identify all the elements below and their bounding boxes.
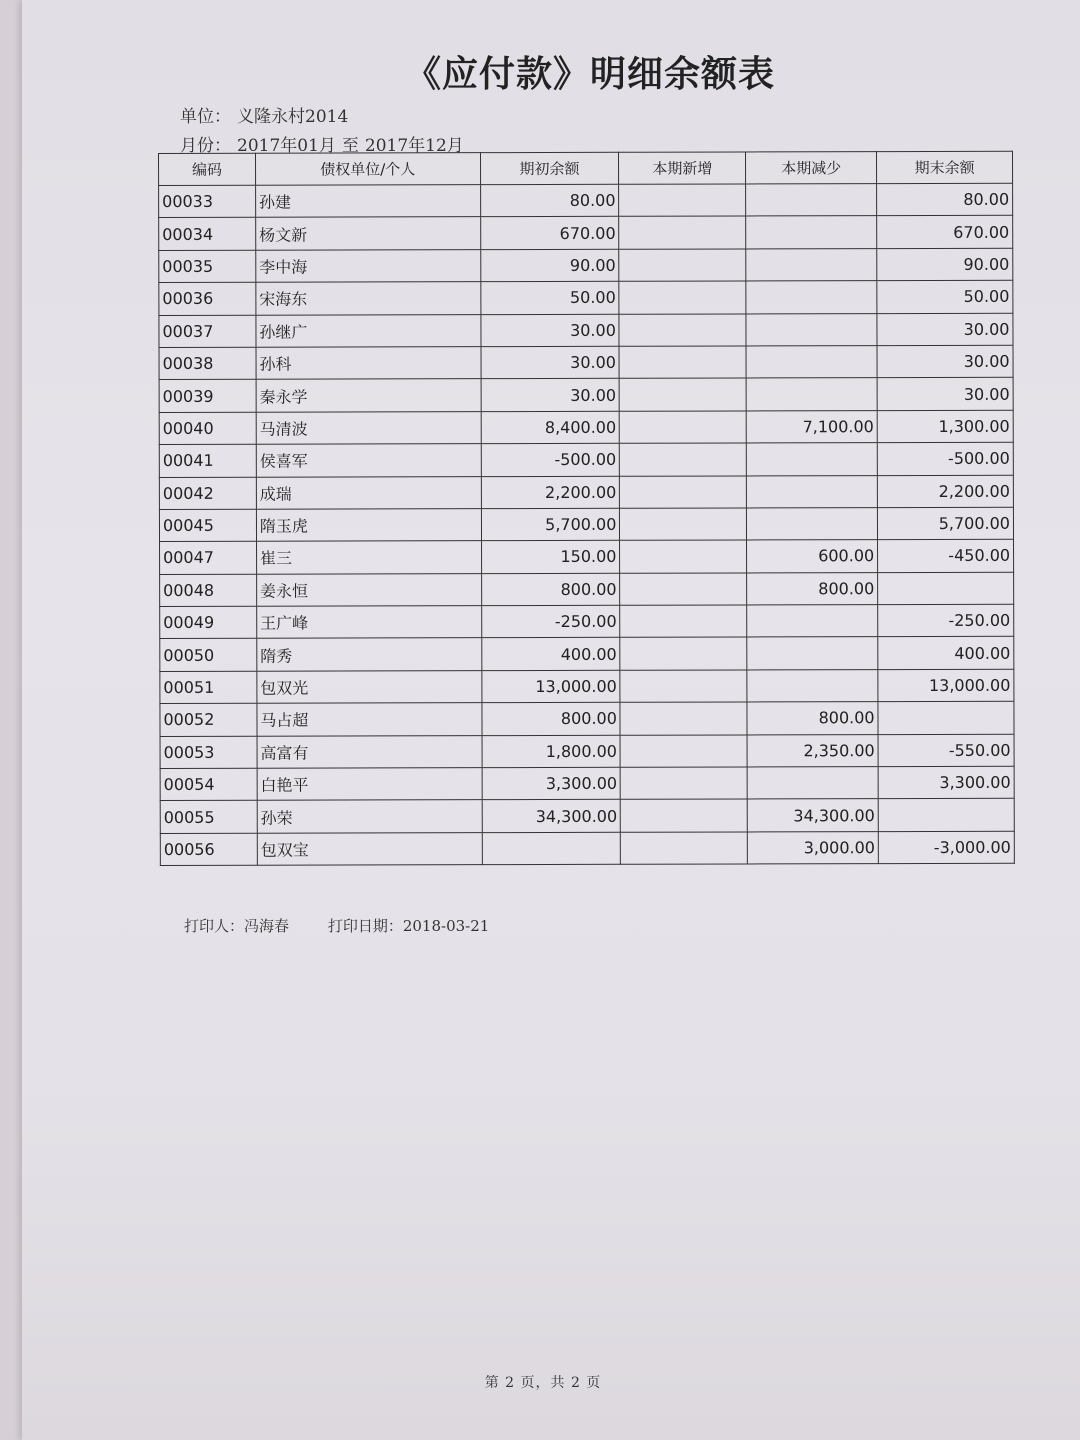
cell-opening: 80.00 bbox=[480, 184, 619, 217]
cell-closing bbox=[878, 702, 1014, 735]
cell-increase bbox=[620, 605, 747, 638]
printer-name: 冯海春 bbox=[244, 917, 290, 935]
cell-name: 王广峰 bbox=[257, 606, 482, 639]
table-body bbox=[159, 183, 1015, 865]
cell-opening: 150.00 bbox=[481, 541, 620, 574]
cell-code: 00054 bbox=[160, 768, 257, 801]
cell-closing: -250.00 bbox=[878, 604, 1014, 637]
cell-increase bbox=[619, 249, 746, 282]
cell-code: 00056 bbox=[160, 833, 257, 866]
table-row bbox=[159, 313, 1013, 348]
cell-closing: 90.00 bbox=[877, 248, 1013, 281]
print-date-label: 打印日期： bbox=[327, 917, 403, 935]
cell-decrease bbox=[746, 216, 877, 249]
cell-code: 00050 bbox=[160, 639, 257, 672]
cell-increase bbox=[620, 573, 747, 606]
cell-decrease bbox=[746, 313, 877, 346]
cell-decrease bbox=[746, 248, 877, 281]
cell-opening: 30.00 bbox=[480, 314, 619, 347]
cell-code: 00049 bbox=[160, 606, 257, 639]
header-code: 编码 bbox=[159, 153, 256, 185]
cell-decrease: 3,000.00 bbox=[748, 831, 879, 864]
cell-name: 孙荣 bbox=[257, 800, 482, 833]
cell-closing: 670.00 bbox=[877, 216, 1013, 249]
cell-code: 00035 bbox=[159, 250, 256, 283]
cell-code: 00034 bbox=[159, 218, 256, 251]
cell-name: 崔三 bbox=[256, 541, 481, 574]
table-row bbox=[159, 345, 1013, 380]
cell-decrease bbox=[747, 605, 878, 638]
cell-increase bbox=[619, 281, 746, 314]
cell-decrease: 600.00 bbox=[747, 540, 878, 573]
cell-increase bbox=[619, 216, 746, 249]
cell-opening: 800.00 bbox=[481, 703, 620, 736]
page-number: 第 2 页，共 2 页 bbox=[484, 1375, 602, 1391]
cell-code: 00036 bbox=[159, 282, 256, 315]
cell-increase bbox=[621, 832, 748, 865]
print-date: 2018-03-21 bbox=[402, 917, 490, 935]
header-closing: 期末余额 bbox=[877, 151, 1013, 183]
cell-decrease: 800.00 bbox=[747, 572, 878, 605]
cell-increase bbox=[619, 314, 746, 347]
cell-decrease: 800.00 bbox=[747, 702, 878, 735]
cell-closing: 80.00 bbox=[877, 183, 1013, 216]
cell-code: 00041 bbox=[159, 444, 256, 477]
cell-name: 秦永学 bbox=[256, 379, 481, 412]
table-row bbox=[159, 216, 1013, 251]
cell-name: 孙建 bbox=[255, 185, 480, 218]
table-row bbox=[160, 734, 1014, 769]
cell-opening: 800.00 bbox=[481, 573, 620, 606]
cell-increase bbox=[620, 637, 747, 670]
cell-name: 侯喜军 bbox=[256, 444, 481, 477]
cell-opening: 8,400.00 bbox=[481, 411, 620, 444]
table-row bbox=[160, 540, 1014, 575]
table-row bbox=[159, 378, 1013, 413]
cell-name: 马占超 bbox=[257, 703, 482, 736]
period-label: 月份： bbox=[180, 136, 231, 156]
cell-increase bbox=[620, 735, 747, 768]
table-row bbox=[160, 572, 1014, 607]
cell-closing bbox=[878, 799, 1014, 832]
table-row bbox=[159, 280, 1013, 315]
cell-name: 孙继广 bbox=[256, 314, 481, 347]
cell-closing: 400.00 bbox=[878, 637, 1014, 670]
cell-closing: 1,300.00 bbox=[877, 410, 1013, 443]
cell-decrease bbox=[746, 378, 877, 411]
cell-code: 00042 bbox=[159, 477, 256, 510]
cell-closing: -450.00 bbox=[878, 540, 1014, 573]
table-row bbox=[159, 442, 1013, 477]
cell-decrease bbox=[747, 475, 878, 508]
cell-increase bbox=[620, 702, 747, 735]
cell-opening: 2,200.00 bbox=[481, 476, 620, 509]
cell-closing: 3,300.00 bbox=[878, 766, 1014, 799]
cell-closing bbox=[878, 572, 1014, 605]
cell-increase bbox=[619, 378, 746, 411]
cell-decrease bbox=[747, 669, 878, 702]
cell-opening: 3,300.00 bbox=[482, 767, 621, 800]
cell-code: 00033 bbox=[159, 185, 256, 218]
cell-closing: 30.00 bbox=[877, 378, 1013, 411]
period-separator: 至 bbox=[341, 136, 359, 156]
cell-increase bbox=[619, 346, 746, 379]
cell-opening: 5,700.00 bbox=[481, 508, 620, 541]
cell-closing: 30.00 bbox=[877, 313, 1013, 346]
cell-decrease bbox=[746, 184, 877, 217]
cell-decrease bbox=[747, 637, 878, 670]
cell-opening: -250.00 bbox=[481, 605, 620, 638]
table-row bbox=[159, 507, 1013, 542]
cell-decrease bbox=[746, 281, 877, 314]
cell-increase bbox=[619, 184, 746, 217]
cell-increase bbox=[620, 475, 747, 508]
cell-name: 杨文新 bbox=[256, 217, 481, 250]
cell-closing: 50.00 bbox=[877, 280, 1013, 313]
table-row bbox=[159, 248, 1013, 283]
table-row bbox=[159, 183, 1013, 218]
cell-opening: 90.00 bbox=[480, 249, 619, 282]
unit-label: 单位： bbox=[180, 107, 231, 127]
cell-name: 隋秀 bbox=[257, 638, 482, 671]
cell-name: 姜永恒 bbox=[256, 573, 481, 606]
period-from: 2017年01月 bbox=[237, 136, 336, 156]
cell-decrease: 7,100.00 bbox=[746, 410, 877, 443]
cell-code: 00040 bbox=[159, 412, 256, 445]
cell-name: 孙科 bbox=[256, 347, 481, 380]
cell-name: 马清波 bbox=[256, 411, 481, 444]
cell-code: 00037 bbox=[159, 315, 256, 348]
cell-name: 李中海 bbox=[256, 249, 481, 282]
cell-name: 包双宝 bbox=[257, 832, 482, 865]
cell-decrease bbox=[746, 346, 877, 379]
unit-value: 义隆永村2014 bbox=[237, 107, 349, 127]
cell-opening: 400.00 bbox=[481, 638, 620, 671]
cell-decrease bbox=[747, 508, 878, 541]
cell-code: 00055 bbox=[160, 801, 257, 834]
cell-increase bbox=[620, 443, 747, 476]
cell-code: 00038 bbox=[159, 347, 256, 380]
cell-name: 白艳平 bbox=[257, 768, 482, 801]
cell-decrease: 2,350.00 bbox=[747, 734, 878, 767]
cell-opening: 50.00 bbox=[480, 281, 619, 314]
cell-closing: 13,000.00 bbox=[878, 669, 1014, 702]
cell-code: 00047 bbox=[160, 542, 257, 575]
cell-increase bbox=[620, 670, 747, 703]
cell-opening: 34,300.00 bbox=[482, 800, 621, 833]
cell-closing: 5,700.00 bbox=[878, 507, 1014, 540]
table-row bbox=[160, 766, 1014, 801]
cell-opening: 670.00 bbox=[480, 217, 619, 250]
cell-opening: 13,000.00 bbox=[481, 670, 620, 703]
table-row bbox=[159, 475, 1013, 510]
cell-opening: -500.00 bbox=[481, 443, 620, 476]
cell-increase bbox=[621, 767, 748, 800]
cell-opening: 30.00 bbox=[481, 346, 620, 379]
header-decrease: 本期减少 bbox=[746, 152, 877, 184]
table-row bbox=[160, 799, 1014, 834]
cell-closing: -3,000.00 bbox=[878, 831, 1014, 864]
cell-name: 高富有 bbox=[257, 735, 482, 768]
cell-increase bbox=[621, 799, 748, 832]
cell-closing: -500.00 bbox=[877, 442, 1013, 475]
cell-decrease: 34,300.00 bbox=[747, 799, 878, 832]
table-row bbox=[159, 410, 1013, 445]
cell-name: 包双光 bbox=[257, 671, 482, 704]
cell-code: 00048 bbox=[160, 574, 257, 607]
cell-increase bbox=[620, 411, 747, 444]
cell-closing: -550.00 bbox=[878, 734, 1014, 767]
cell-name: 隋玉虎 bbox=[256, 509, 481, 542]
cell-opening bbox=[482, 832, 621, 865]
cell-code: 00051 bbox=[160, 671, 257, 704]
cell-decrease bbox=[747, 767, 878, 800]
cell-name: 成瑞 bbox=[256, 476, 481, 509]
cell-increase bbox=[620, 508, 747, 541]
table-row bbox=[160, 831, 1014, 866]
period-to: 2017年12月 bbox=[364, 136, 464, 156]
cell-opening: 1,800.00 bbox=[482, 735, 621, 768]
table-row bbox=[160, 669, 1014, 704]
print-footer bbox=[184, 915, 489, 936]
cell-name: 宋海东 bbox=[256, 282, 481, 315]
header-opening: 期初余额 bbox=[480, 152, 619, 184]
cell-increase bbox=[620, 540, 747, 573]
cell-closing: 30.00 bbox=[877, 345, 1013, 378]
table-row bbox=[160, 637, 1014, 672]
header-increase: 本期新增 bbox=[619, 152, 746, 184]
header-name: 债权单位/个人 bbox=[255, 153, 480, 186]
cell-code: 00045 bbox=[159, 509, 256, 542]
cell-code: 00053 bbox=[160, 736, 257, 769]
ledger-table bbox=[158, 151, 1015, 866]
table-header-row bbox=[159, 151, 1013, 185]
table-row bbox=[160, 604, 1014, 639]
cell-code: 00039 bbox=[159, 380, 256, 413]
unit-line bbox=[180, 102, 354, 127]
table-row bbox=[160, 702, 1014, 737]
page-title: 《应付款》明细余额表 bbox=[404, 53, 775, 95]
cell-opening: 30.00 bbox=[481, 379, 620, 412]
cell-code: 00052 bbox=[160, 703, 257, 736]
printer-label: 打印人： bbox=[184, 917, 245, 935]
cell-closing: 2,200.00 bbox=[877, 475, 1013, 508]
cell-decrease bbox=[746, 443, 877, 476]
